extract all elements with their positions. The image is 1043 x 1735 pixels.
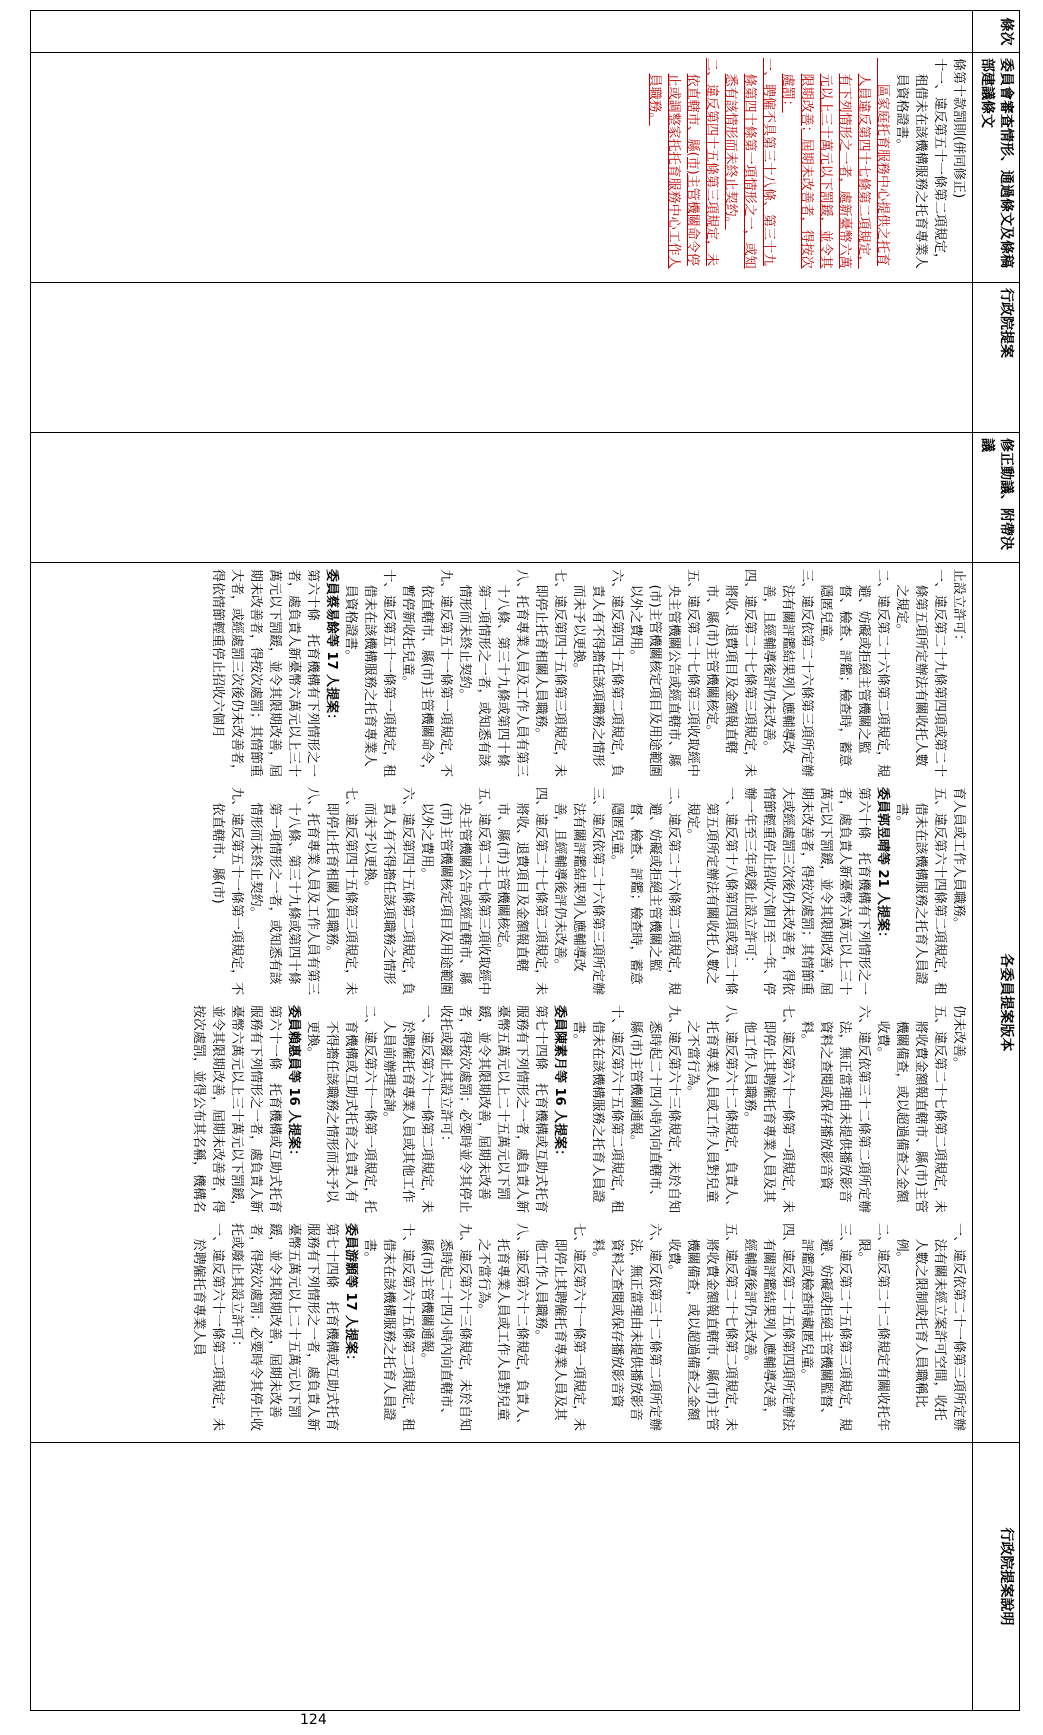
version-line: 四、違反第二十七條第二項規定，未將收、退費項目及金額報直轄市、縣(市)主管機關核定。	[495, 787, 548, 996]
version-line: 九、違反第五十一條第一項規定，不依直轄市、縣(市)主管機關命令，暫停新收托兒童。	[400, 569, 453, 778]
header-committee: 委員會審查情形、通過條文及條稿部建議條文	[973, 53, 1020, 283]
version-line: 一、違反第六十一條第二項規定，未於聘僱托育專業人員或其他工作人員前辦理查詢。	[381, 1005, 434, 1214]
page-number: 124	[300, 1712, 327, 1728]
exec-proposal-cell	[31, 283, 973, 433]
version-line: 止設立許可：	[951, 569, 966, 648]
version-line: 一、違反第二十九條第四項或第二十條第五項所定辦法有關收托人數之規定。	[894, 569, 947, 778]
committee-cell	[31, 53, 973, 283]
version-line: 八、托育專業人員及工作人員有第三十八條、第三十九條或第四十條第一項情形之一者，或知悉有該情形而未終止契約。	[248, 787, 320, 996]
version-line: 一、違反依第二十一條第三項所定辦法有關未經立案許可空間，收托人數之限制或托育人員職稱比例。	[894, 1223, 966, 1432]
version-line: 五、違反第二十七條第二項規定，未將收費金額報直轄市、縣(市)主管機關備查，或以超過備查之金額收費。	[666, 1223, 738, 1432]
version-line: 三、違反第二十五條第三項規定，規避、妨礙或拒絕主管機關監督、評鑑或檢查時藏匿兒童。	[799, 1223, 852, 1432]
committee-versions-cell	[31, 563, 973, 1443]
version-line: 二、違反第六十一條第一項規定，托育機構或互助式托育之負責人有不得擔任該職務之情形而未予以更換。	[305, 1005, 377, 1214]
versions-column-4	[35, 1223, 968, 1433]
version-line: 二、違反第二十六條第二項規定，規避、妨礙或拒絕主管機關之監督、檢查、評鑑；檢查時，蓄意隱匿兒童。	[609, 787, 681, 996]
version-paragraph: 第七十四條 托育機構或互助式托育服務有下列情形之一者，處負責人新臺幣五萬元以上二十五萬元以下罰鍰，並令其限期改善，屆期未改善者，得按次處罰；必要時令其停止收托或廢止其設立許可：	[229, 1223, 339, 1432]
comparison-table	[30, 10, 1020, 1711]
version-line: 二、違反第二十六條第二項規定，規避、妨礙或拒絕主管機關之監督、檢查、評鑑；檢查時，蓄意隱匿兒童。	[818, 569, 890, 778]
proposer-heading: 委員郭昱晴等 21 人提案：	[875, 787, 890, 945]
version-line: 七、違反第六十一條第一項規定，未即停止其聘僱托育專業人員及其他工作人員職務。	[742, 1005, 795, 1214]
version-line: 五、違反第二十七條第二項規定，未將收費金額報直轄市、縣(市)主管機關備查，或以超過備查之金額收費。	[875, 1005, 947, 1214]
rotated-table-frame	[30, 10, 1020, 1710]
versions-column-3	[35, 1005, 968, 1215]
version-line: 六、違反第四十五條第二項規定，負責人有不得擔任該項職務之情形而未予以更換。	[571, 569, 624, 778]
version-line: 七、違反第六十一條第一項規定，未即停止其聘僱托育專業人員及其他工作人員職務。	[533, 1223, 586, 1432]
version-line: 八、違反第六十二條規定，負責人、托育專業人員或工作人員對兒童之不當行為。	[685, 1005, 738, 1214]
versions-column-2	[35, 787, 968, 997]
version-line: 八、違反第六十二條規定，負責人、托育專業人員或工作人員對兒童之不當行為。	[476, 1223, 529, 1432]
version-paragraph: 第七十四條 托育機構或互助式托育服務有下列情形之一者，處負責人新臺幣五萬元以上二十五萬元以下罰鍰，並令其限期改善，屆期未改善者，得按次處罰；必要時並令其停止收托或廢止其設立許可：	[438, 1005, 548, 1214]
proposer-heading: 委員陳素月等 16 人提案：	[552, 1005, 567, 1163]
version-line: 九、違反第六十三條規定，未於自知悉時起二十四小時內向直轄市、縣(市)主管機關通報。	[419, 1223, 472, 1432]
version-line: 育人員或工作人員職務。	[951, 787, 966, 931]
proposer-heading: 委員蔡易餘等 17 人提案：	[324, 569, 339, 727]
proposer-heading: 委員游顥等 17 人提案：	[343, 1223, 358, 1368]
version-line: 二、違反第二十二條規定有關收托年限。	[856, 1223, 890, 1432]
committee-line-revised: 一、聘僱不具第三十八條、第三十九條第四十條第一項情形之一，或知悉有該情形而未終止契約。	[723, 58, 776, 269]
header-exec-proposal: 行政院提案	[973, 283, 1020, 433]
body-row	[31, 11, 973, 1711]
version-line: 八、托育專業人員及工作人員有第三十八條、第三十九條或第四十條第一項情形之一者，或知悉有該情形而未終止契約。	[457, 569, 529, 778]
version-line: 六、違反第四十五條第二項規定，負責人有不得擔任該項職務之情形而未予以更換。	[362, 787, 415, 996]
header-amendments: 修正動議、附帶決議	[973, 433, 1020, 563]
proposer-heading: 委員賴惠員等 16 人提案：	[286, 1005, 301, 1163]
version-line: 十、違反第六十五條第二項規定，租借未在該機構服務之托育人員證書。	[571, 1005, 624, 1214]
committee-line-revised: 區家庭托育服務中心提供之托育人員違反第四十七條第二項規定，有下列情形之一者，處新臺幣六萬元以上三十萬元以下罰鍰，並令其限期改善；屆期未改善者，得按次處罰：	[780, 58, 890, 269]
version-line: 十、違反第五十一條第一項規定，租借未在該機構服務之托育專業人員資格證書。	[343, 569, 396, 778]
versions-column-1	[35, 569, 968, 779]
version-paragraph: 第六十條 托育機構有下列情形之一者，處負責人新臺幣六萬元以上三十萬元以下罰鍰，並令其限期改善，屆期未改善者，得按次處罰；其情節重大或經處罰三次後仍未改善者，得依情節輕重停止招收六個月至一年、停辦一年至三年或廢止設立許可：	[742, 787, 871, 996]
committee-line: 十一、違反第五十一條第二項規定，租借未在該機構服務之托育專業人員資格證書。	[894, 58, 947, 269]
article-cell	[31, 11, 973, 53]
version-line: 三、違反依第二十六條第三項所定辦法有關評鑑結果列入應輔導改善，且經輔導後評仍未改善。	[761, 569, 814, 778]
version-line: 十、違反第六十五條第二項規定，租借未在該機構服務之托育人員證書。	[362, 1223, 415, 1432]
version-line: 七、違反第四十五條第三項規定，未即停止托育相關人員職務。	[533, 569, 567, 778]
version-line: 一、違反第六十一條第二項規定，未於聘僱托育專業人員	[191, 1223, 225, 1432]
version-line: 三、違反依第二十六條第三項所定辦法有關評鑑結果列入應輔導改善，且經輔導後評仍未改善。	[552, 787, 605, 996]
header-article: 條次	[973, 11, 1020, 53]
version-line: 六、違反依第三十二條第二項所定辦法，無正當理由未提供播放影音資料之查閱或保存播放影音資料。	[799, 1005, 871, 1214]
version-paragraph: 第六十一條 托育機構或互助式托育服務有下列情形之一者，處負責人新臺幣六萬元以上三十萬元以下罰鍰，並令其限期改善，屆期未改善者，得按次處罰，並得公布其名稱，機構名	[191, 1005, 282, 1214]
header-exec-explain: 行政院提案說明	[973, 1443, 1020, 1711]
version-line: 九、違反第六十三條規定，未於自知悉時起二十四小時內向直轄市、縣(市)主管機關通報。	[628, 1005, 681, 1214]
version-line: 五、違反第二十七條第三項收取經中央主管機關公告或經直轄市、縣(市)主管機關核定項目及用途範圍以外之費用。	[628, 569, 700, 778]
header-row	[973, 11, 1020, 1711]
version-line: 六、違反依第三十二條第二項所定辦法，無正當理由未提供播放影音資料之查閱或保存播放影音資料。	[590, 1223, 662, 1432]
version-line: 九、違反第五十一條第一項規定，不依直轄市、縣(市)	[210, 787, 244, 996]
version-line: 四、違反第二十五條第四項所定辦法有關評鑑結果列入應輔導改善，經輔導後評仍未改善。	[742, 1223, 795, 1432]
committee-line-revised: 二、違反第四十五條第三項規定，未依直轄市、縣(市)主管機關命令停止或調整家托托育服務中心工作人員職務。	[647, 58, 719, 269]
version-line: 五、違反第二十七條第三項收取經中央主管機關公告或經直轄市、縣(市)主管機關核定項目及用途範圍以外之費用。	[419, 787, 491, 996]
version-line: 仍未改善。	[951, 1005, 966, 1071]
version-line: 四、違反第二十七條第三項規定，未將收、退費項目及金額報直轄市、縣(市)主管機關核定。	[704, 569, 757, 778]
version-line: 五、違反第六十四條第二項規定，租借未在該機構服務之托育人員證書。	[894, 787, 947, 996]
header-committee-versions: 各委員提案版本	[973, 563, 1020, 1443]
amendments-cell	[31, 433, 973, 563]
version-line: 七、違反第四十五條第三項規定，未即停止托育相關人員職務。	[324, 787, 358, 996]
version-paragraph: 第六十條 托育機構有下列情形之一者，處負責人新臺幣六萬元以上三十萬元以下罰鍰，並令其限期改善，屆期未改善者，得按次處罰；其情節重大者，或經處罰三次後仍未改善者，得依情節輕重停止招收六個月	[210, 569, 320, 778]
committee-line: 條第十款罰則(併同修正)	[951, 58, 966, 199]
version-line: 一、違反第十八條第四項或第二十條第五項所定辦法有關收托人數之規定。	[685, 787, 738, 996]
exec-explain-cell	[31, 1443, 973, 1711]
